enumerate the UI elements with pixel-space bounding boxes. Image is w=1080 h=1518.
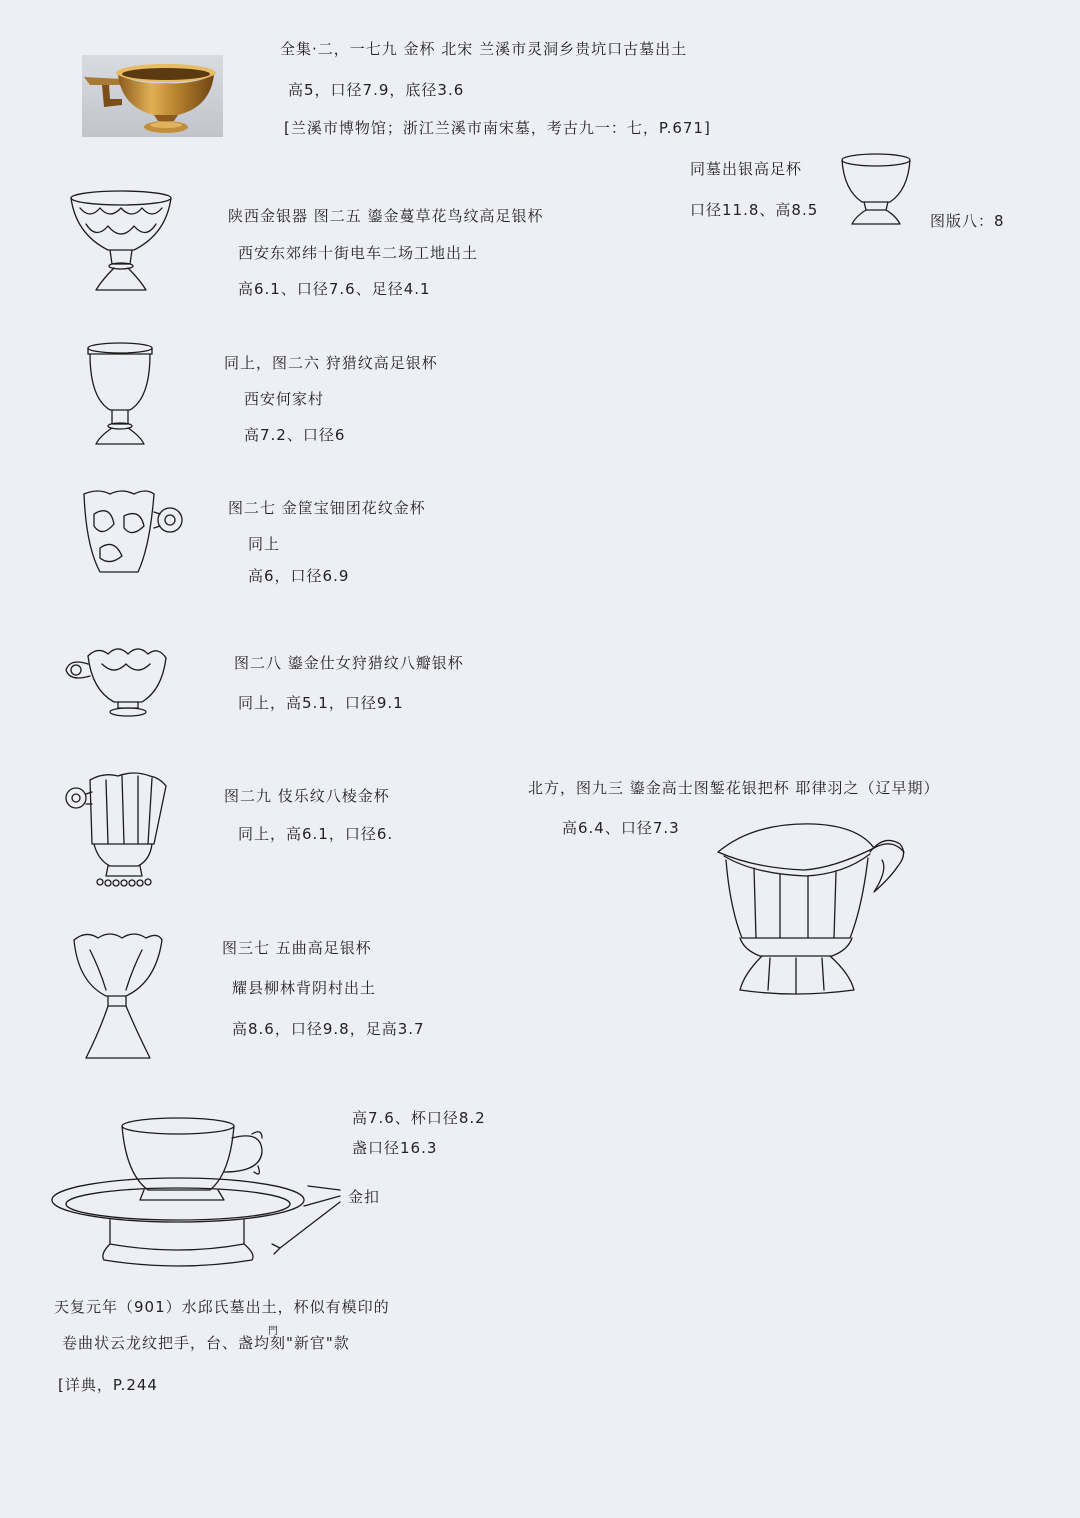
entry2-title: 同上，图二六 狩猎纹高足银杯	[224, 354, 438, 372]
entry5-line2: 同上，高6.1，口径6.	[238, 825, 394, 843]
beifang-dims: 高6.4、口径7.3	[562, 819, 680, 837]
bottom-ref: [详典，P.244	[58, 1376, 158, 1394]
bottom-para1: 天复元年（901）水邱氏墓出土，杯似有模印的	[54, 1298, 390, 1316]
entry4-line2: 同上，高5.1，口径9.1	[238, 694, 404, 712]
entry1-title: 陕西金银器 图二五 鎏金蔓草花鸟纹高足银杯	[228, 207, 544, 225]
beifang-title: 北方，图九三 鎏金高士图錾花银把杯 耶律羽之（辽早期）	[528, 779, 940, 797]
photo-entry-line1: 全集·二，一七九 金杯 北宋 兰溪市灵洞乡贵坑口古墓出土	[280, 40, 688, 58]
right-top-ref: 图版八：8	[930, 212, 1005, 230]
entry6-line2: 耀县柳林背阴村出土	[232, 979, 377, 997]
entry3-line3: 高6，口径6.9	[248, 567, 350, 585]
entry6-line3: 高8.6，口径9.8，足高3.7	[232, 1020, 425, 1038]
eight-lobed-cup-sketch	[62, 642, 174, 722]
entry5-title: 图二九 伎乐纹八棱金杯	[224, 787, 390, 805]
bottom-dims1: 高7.6、杯口径8.2	[352, 1109, 486, 1127]
octagonal-cup-sketch	[54, 768, 170, 892]
right-top-line2: 口径11.8、高8.5	[690, 201, 819, 219]
cup-and-stand-sketch	[48, 1108, 348, 1270]
hunting-stem-cup-sketch	[84, 340, 156, 450]
bottom-dims2: 盏口径16.3	[352, 1139, 438, 1157]
gold-handle-cup-sketch	[80, 486, 190, 580]
photo-entry-line3: [兰溪市博物馆；浙江兰溪市南宋墓，考古九一：七，P.671]	[284, 119, 711, 137]
right-top-line1: 同墓出银高足杯	[690, 160, 803, 178]
bottom-gold-edge-label: 金扣	[348, 1188, 381, 1206]
entry2-line3: 高7.2、口径6	[244, 426, 346, 444]
gold-cup-photo	[82, 55, 223, 137]
entry1-line2: 西安东郊纬十街电车二场工地出土	[238, 244, 479, 262]
bottom-para2: 卷曲状云龙纹把手，台、盏均刻"新官"款	[62, 1334, 350, 1352]
lotus-stem-cup-sketch	[66, 186, 176, 296]
photo-entry-line2: 高5，口径7.9，底径3.6	[288, 81, 465, 99]
gilt-silver-handle-cup-sketch	[714, 818, 910, 1000]
entry1-line3: 高6.1、口径7.6、足径4.1	[238, 280, 431, 298]
silver-stem-cup-sketch	[838, 150, 914, 232]
entry3-title: 图二七 金筐宝钿团花纹金杯	[228, 499, 426, 517]
entry6-title: 图三七 五曲高足银杯	[222, 939, 372, 957]
entry4-title: 图二八 鎏金仕女狩猎纹八瓣银杯	[234, 654, 464, 672]
five-lobed-stem-cup-sketch	[70, 930, 166, 1064]
entry2-line2: 西安何家村	[244, 390, 325, 408]
entry3-line2: 同上	[248, 535, 281, 553]
bottom-sup-note: 門	[268, 1326, 278, 1337]
